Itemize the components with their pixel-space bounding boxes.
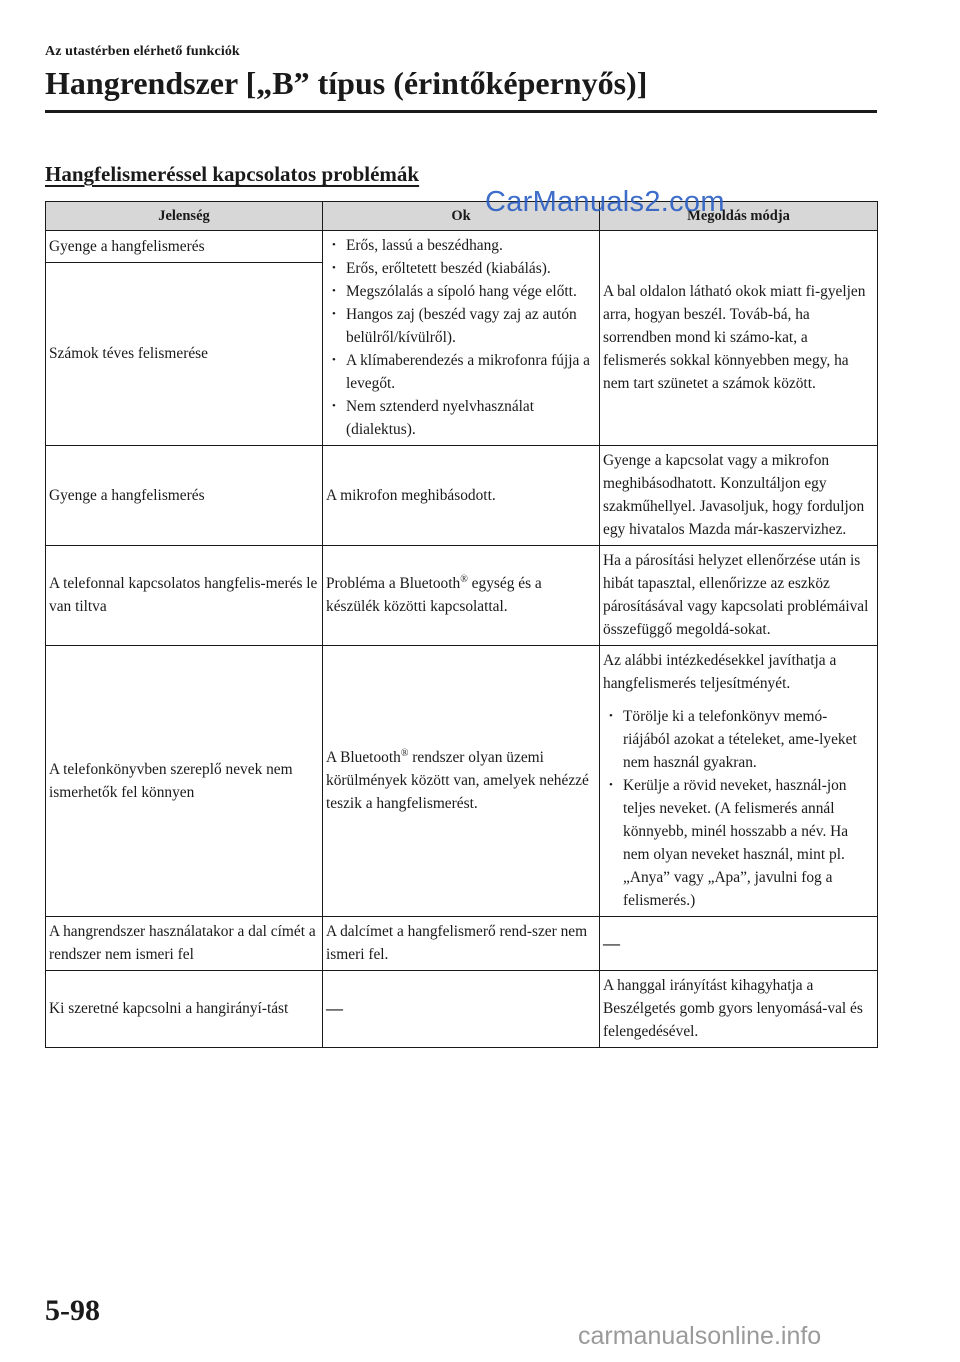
solution-cell: A bal oldalon látható okok miatt fi-gyeljen arra, hogyan beszél. Továb-bá, ha sorrendben mond ki számo-kat, a felismerés sokkal könnyebben megy, ha nem tart szünetet a számok között. bbox=[600, 231, 878, 446]
symptom-cell: Gyenge a hangfelismerés bbox=[46, 231, 323, 263]
column-header-cause: Ok bbox=[323, 202, 600, 231]
column-header-solution: Megoldás módja bbox=[600, 202, 878, 231]
symptom-cell: A telefonkönyvben szereplő nevek nem ismerhetők fel könnyen bbox=[46, 646, 323, 917]
cause-cell bbox=[323, 646, 600, 917]
solution-cell: A hanggal irányítást kihagyhatja a Beszélgetés gomb gyors lenyomásá-val és felengedésével. bbox=[600, 971, 878, 1048]
spacer bbox=[603, 695, 874, 705]
page-number: 5-98 bbox=[45, 1294, 100, 1327]
cause-cell: A dalcímet a hangfelismerő rend-szer nem ismeri fel. bbox=[323, 917, 600, 971]
symptom-cell: Gyenge a hangfelismerés bbox=[46, 446, 323, 546]
solution-cell bbox=[600, 646, 878, 917]
table-row bbox=[46, 917, 878, 971]
cause-cell: A mikrofon meghibásodott. bbox=[323, 446, 600, 546]
solution-list bbox=[603, 705, 874, 912]
table-row bbox=[46, 546, 878, 646]
registered-mark: ® bbox=[460, 573, 468, 585]
symptom-cell: A hangrendszer használatakor a dal címét a rendszer nem ismeri fel bbox=[46, 917, 323, 971]
cause-text: rendszer olyan üzemi körülmények között van, amelyek nehézzé teszik a hangfelismerést. bbox=[326, 749, 589, 812]
cause-text: egység és a készülék közötti kapcsolattal. bbox=[326, 575, 542, 615]
table-row bbox=[46, 446, 878, 546]
list-item: • Nem sztenderd nyelvhasználat (dialektus). bbox=[326, 395, 596, 441]
column-header-symptom: Jelenség bbox=[46, 202, 323, 231]
cause-text: A Bluetooth bbox=[326, 749, 401, 766]
page-header bbox=[45, 44, 877, 102]
solution-intro: Az alábbi intézkedésekkel javíthatja a hangfelismerés teljesítményét. bbox=[603, 652, 837, 692]
solution-cell: — bbox=[600, 917, 878, 971]
watermark-logo: CarManuals2.com bbox=[485, 186, 725, 218]
table-row bbox=[46, 971, 878, 1048]
table-header-row bbox=[46, 202, 878, 231]
list-item: • Hangos zaj (beszéd vagy zaj az autón belülről/kívülről). bbox=[326, 303, 596, 349]
list-item: • Erős, erőltetett beszéd (kiabálás). bbox=[326, 257, 596, 280]
solution-cell: Ha a párosítási helyzet ellenőrzése után is hibát tapasztal, ellenőrizze az eszköz párosításával vagy kapcsolati problémáival összefüggő megoldá-sokat. bbox=[600, 546, 878, 646]
list-item: • Kerülje a rövid neveket, használ-jon teljes neveket. (A felismerés annál könnyebb, minél hosszabb a név. Ha nem olyan neveket használ, mint pl. „Anya” vagy „Apa”, javulni fog a felismerés.) bbox=[603, 774, 874, 912]
troubleshooting-table bbox=[45, 201, 878, 1048]
chapter-title: Hangrendszer [„B” típus (érintőképernyős)] bbox=[45, 65, 648, 101]
cause-cell: — bbox=[323, 971, 600, 1048]
cause-cell bbox=[323, 231, 600, 446]
breadcrumb: Az utastérben elérhető funkciók bbox=[45, 44, 240, 59]
list-item: • Erős, lassú a beszédhang. bbox=[326, 234, 596, 257]
list-item: • Megszólalás a sípoló hang vége előtt. bbox=[326, 280, 596, 303]
table-row bbox=[46, 646, 878, 917]
list-item: • A klímaberendezés a mikrofonra fújja a levegőt. bbox=[326, 349, 596, 395]
symptom-cell: Ki szeretné kapcsolni a hangirányí-tást bbox=[46, 971, 323, 1048]
section-title: Hangfelismeréssel kapcsolatos problémák bbox=[45, 162, 420, 186]
cause-list bbox=[326, 234, 596, 441]
symptom-cell: Számok téves felismerése bbox=[46, 263, 323, 446]
cause-text: Probléma a Bluetooth bbox=[326, 575, 461, 592]
footer-watermark: carmanualsonline.info bbox=[578, 1322, 822, 1350]
cause-cell bbox=[323, 546, 600, 646]
table-row bbox=[46, 231, 878, 263]
registered-mark: ® bbox=[400, 747, 409, 759]
solution-cell: Gyenge a kapcsolat vagy a mikrofon meghibásodhatott. Konzultáljon egy szakműhellyel. Javasoljuk, hogy forduljon egy hivatalos Mazda már-kaszervizhez. bbox=[600, 446, 878, 546]
list-item: • Törölje ki a telefonkönyv memó-riájából azokat a tételeket, ame-lyeket nem használ gyakran. bbox=[603, 705, 874, 774]
symptom-cell: A telefonnal kapcsolatos hangfelis-merés le van tiltva bbox=[46, 546, 323, 646]
header-divider bbox=[45, 110, 877, 113]
